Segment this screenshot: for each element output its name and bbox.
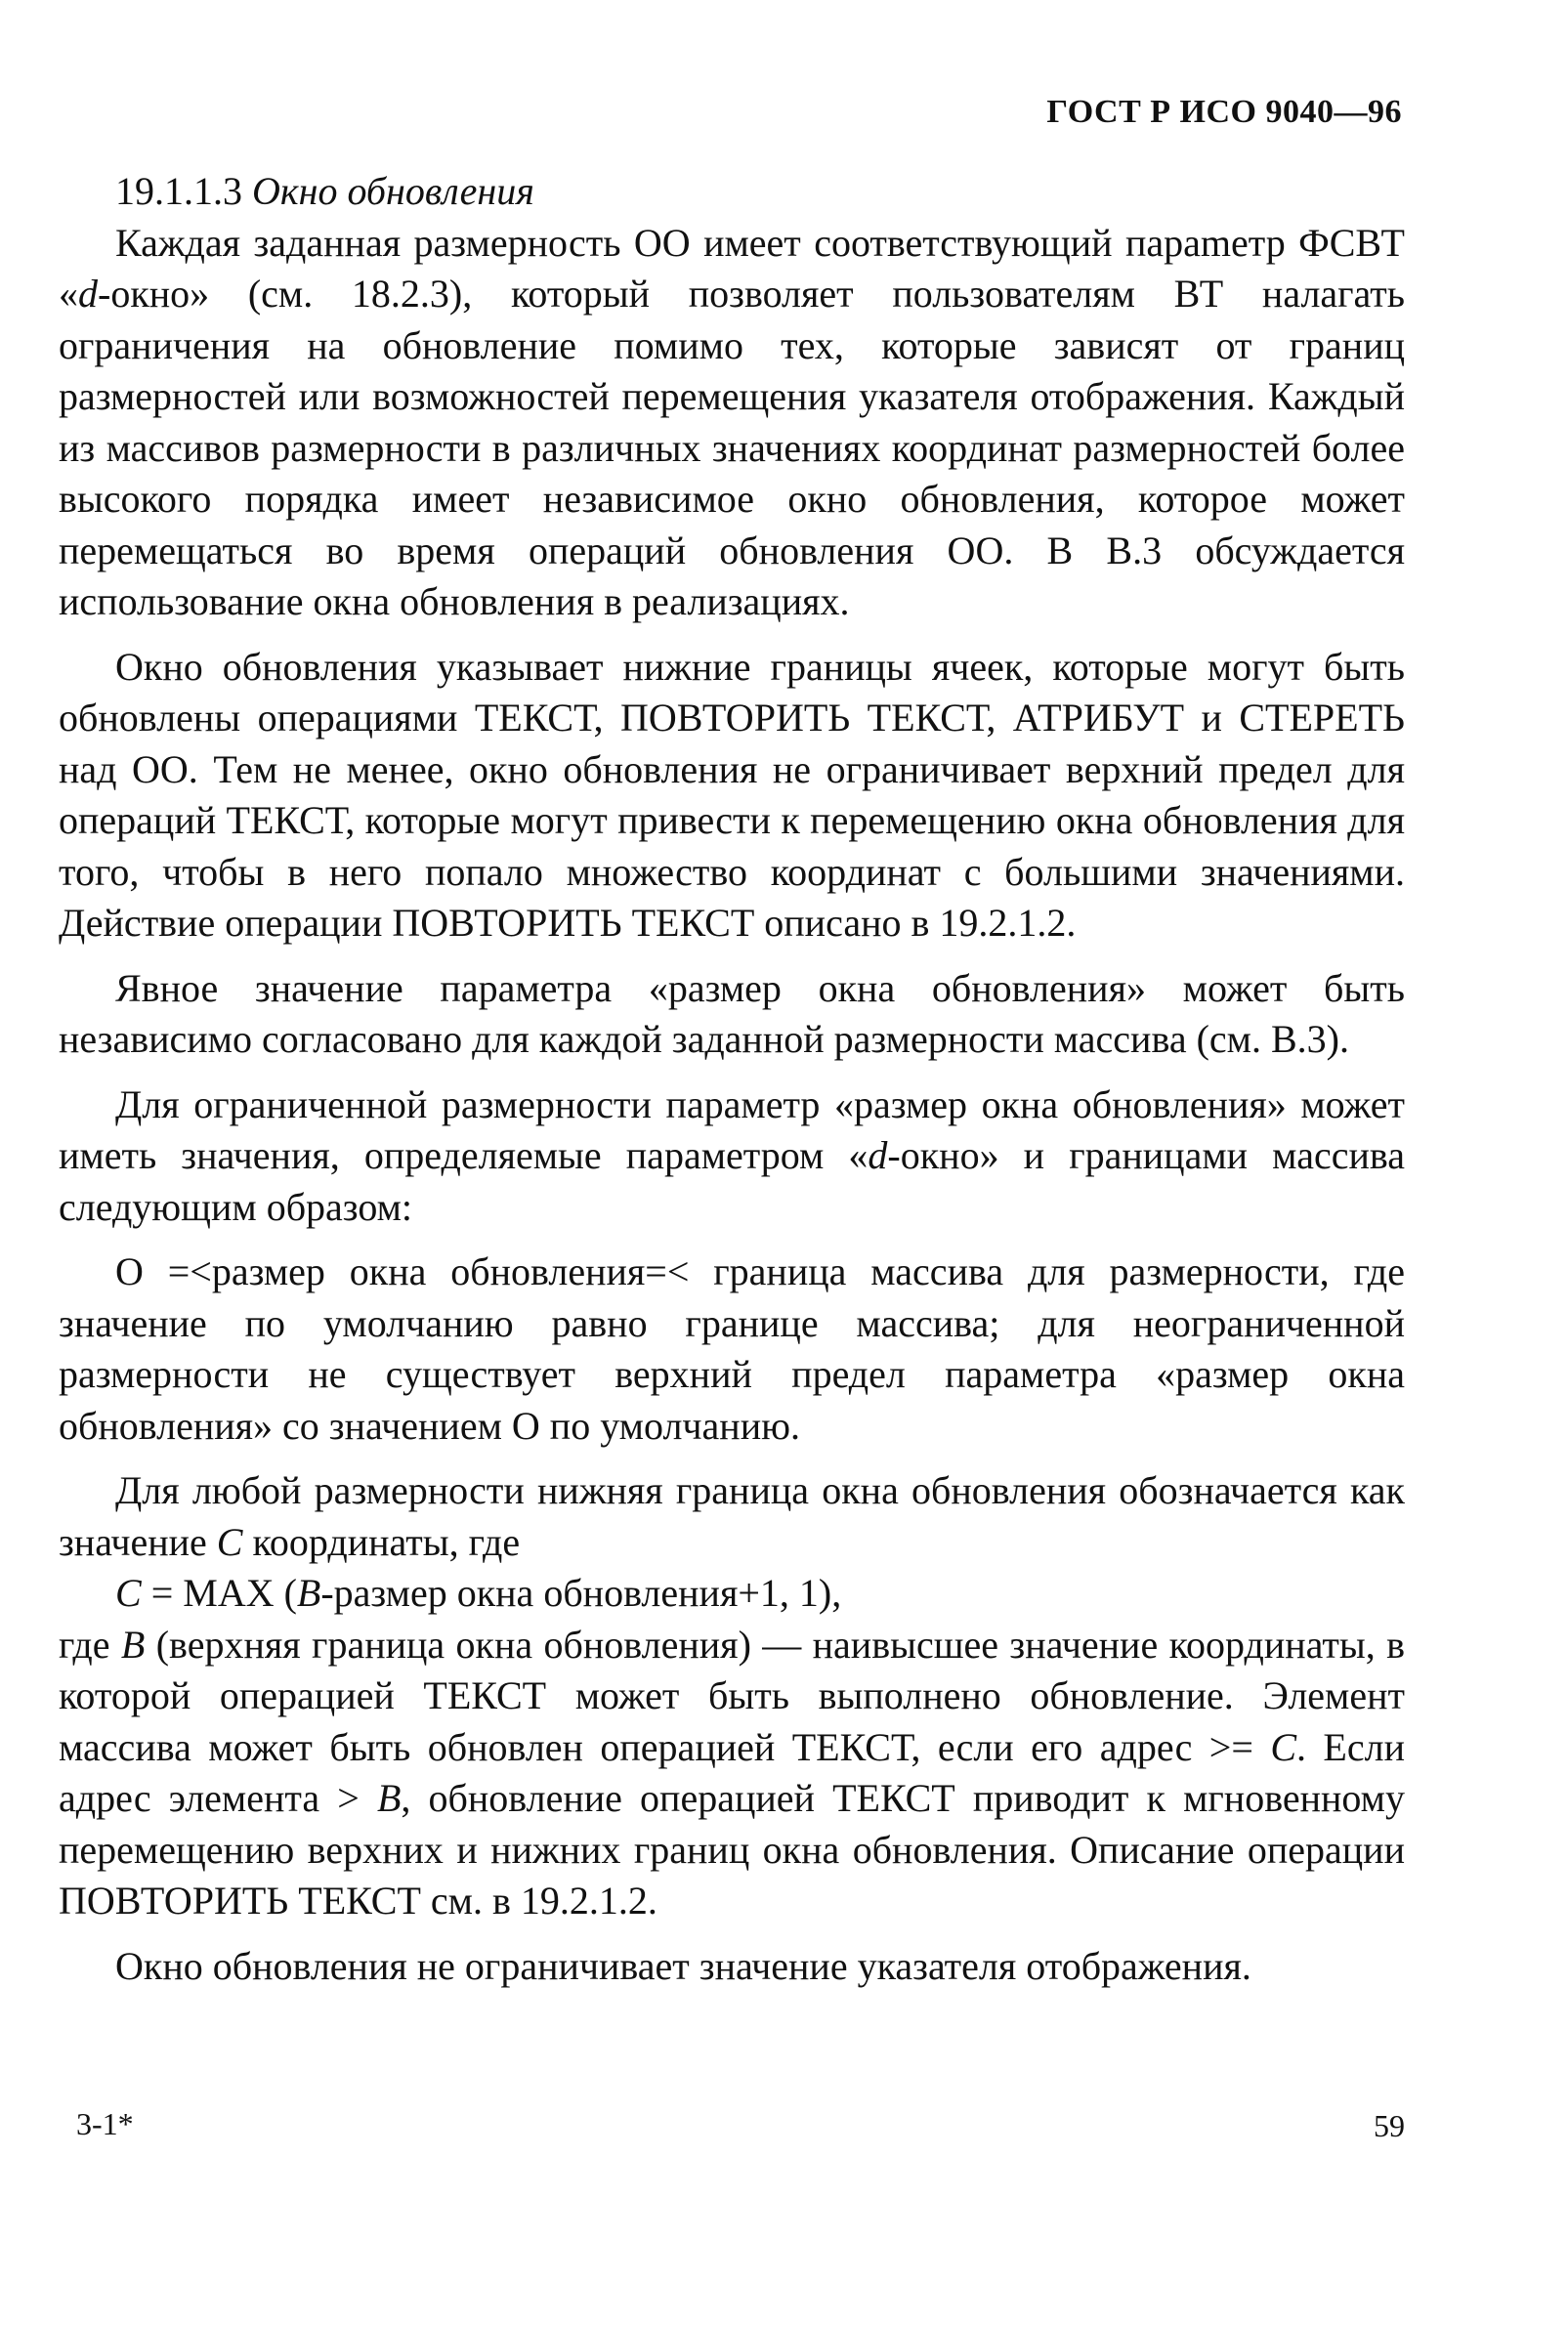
paragraph-6-text-a: Для любой размерности нижняя граница окна обновления обозначается как значение <box>59 1468 1405 1564</box>
document-body <box>59 166 1405 2006</box>
page-number: 59 <box>1374 2108 1405 2143</box>
paragraph-4-variable: d <box>868 1133 888 1177</box>
paragraph-7-variable-b: B <box>120 1622 146 1667</box>
section-title: Окно обновления <box>252 169 534 213</box>
paragraph-7-text-a: где <box>59 1622 121 1667</box>
formula-variable-b: B <box>296 1571 321 1615</box>
paragraph-7 <box>59 1620 1405 1927</box>
paragraph-4-text-a: Для ограниченной размерности параметр «размер окна обновления» может иметь значения, определяемые параметром « <box>59 1081 1405 1177</box>
section-heading <box>59 166 1405 218</box>
paragraph-1-variable: d <box>78 272 98 316</box>
formula-equals: = MAX ( <box>141 1571 297 1615</box>
standard-header: ГОСТ Р ИСО 9040—96 <box>1046 94 1402 130</box>
paragraph-7-text-c: . Если адрес элемента > <box>59 1724 1405 1820</box>
paragraph-4 <box>59 1079 1405 1234</box>
paragraph-6-text-b: координаты, где <box>242 1519 521 1564</box>
paragraph-7-variable-c: C <box>1270 1724 1296 1769</box>
paragraph-4-text-b: -окно» и границами массива следующим образом: <box>59 1133 1405 1229</box>
paragraph-7-variable-d: B <box>376 1776 402 1820</box>
paragraph-1 <box>59 218 1405 628</box>
paragraph-7-text-d: , обновление операцией ТЕКСТ приводит к мгновенному перемещению верхних и нижних границ окна обновления. Описание операции ПОВТОРИТЬ ТЕКСТ см. в 19.2.1.2. <box>59 1776 1405 1923</box>
paragraph-6 <box>59 1465 1405 1568</box>
paragraph-5: О =<размер окна обновления=< граница массива для размерности, где значение по умолчанию равно границе массива; для неограниченной размерности не существует верхний предел параметра «размер окна обновления» со значением О по умолчанию. <box>59 1249 1405 1448</box>
paragraph-1-text-a: Каждая заданная размерность ОО имеет соответствующий параmетр ФСВТ « <box>59 220 1405 316</box>
paragraph-2: Окно обновления указывает нижние границы ячеек, которые могут быть обновлены операциями ТЕКСТ, ПОВТОРИТЬ ТЕКСТ, АТРИБУТ и СТЕРЕТЬ над ОО. Тем не менее, окно обновления не ограничивает верхний предел для операций ТЕКСТ, которые могут привести к перемещению окна обновления для того, чтобы в него попало множество координат с большими значениями. Действие операции ПОВТОРИТЬ ТЕКСТ описано в 19.2.1.2. <box>59 644 1405 945</box>
paragraph-3: Явное значение параметра «размер окна обновления» может быть независимо согласовано для каждой заданной размерности массива (см. В.3). <box>59 965 1405 1061</box>
section-number: 19.1.1.3 <box>115 169 242 213</box>
paragraph-6-variable: C <box>216 1519 243 1564</box>
formula-rest: -размер окна обновления+1, 1), <box>320 1571 842 1615</box>
signature-mark: 3-1* <box>76 2106 134 2141</box>
paragraph-1-text-b: -окно» (см. 18.2.3), который позволяет пользователям ВТ налагать ограничения на обновление помимо тех, которые зависят от границ размерностей или возможностей перемещения указателя отображения. Каждый из массивов размерности в различных значениях координат размерностей более высокого порядка имеет независимое окно обновления, которое может перемещаться во время операций обновления ОО. В В.3 обсуждается использование окна обновления в реализациях. <box>59 272 1405 623</box>
paragraph-7-text-b: (верхняя граница окна обновления) — наивысшее значение координаты, в которой операцией ТЕКСТ может быть выполнено обновление. Элемент массива может быть обновлен операцией ТЕКСТ, если его адрес >= <box>59 1622 1405 1769</box>
formula-variable-c: C <box>115 1571 142 1615</box>
formula-line <box>59 1568 1405 1620</box>
paragraph-8: Окно обновления не ограничивает значение указателя отображения. <box>115 1943 1251 1988</box>
